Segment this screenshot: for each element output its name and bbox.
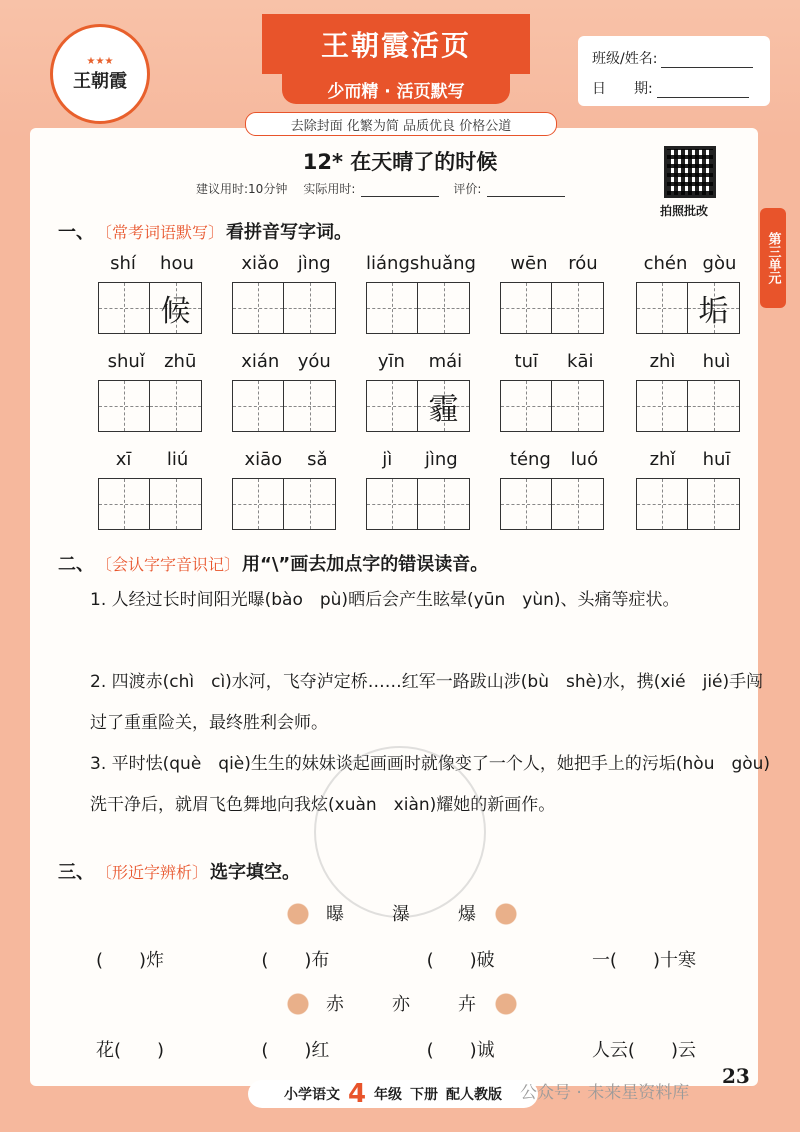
pinyin-syllable: huī: [702, 448, 731, 470]
writing-box[interactable]: [366, 380, 418, 432]
option-char: 曝: [326, 904, 344, 925]
question-2-2: 2. 四渡赤(chì cì)水河，飞夺泸定桥……红军一路跋山涉(bù shè)水，携(xié jié)手闯过了重重险关，最终胜利会师。: [90, 672, 764, 733]
writing-box[interactable]: [232, 380, 284, 432]
fill-blank[interactable]: ( )红: [261, 1040, 330, 1061]
pinyin-row: [98, 448, 206, 470]
word-cell: [98, 448, 206, 530]
fill-row-2: [96, 1036, 696, 1062]
writing-box[interactable]: [418, 380, 470, 432]
pinyin-syllable: yóu: [297, 350, 331, 372]
pinyin-syllable: shuǐ: [107, 350, 145, 372]
pencil-hand-icon: [280, 986, 310, 1016]
word-cell: [232, 448, 340, 530]
time-info: [196, 180, 565, 197]
pinyin-syllable: jìng: [424, 448, 458, 470]
writing-box[interactable]: [232, 478, 284, 530]
pinyin-row: [98, 350, 206, 372]
writing-box[interactable]: [366, 282, 418, 334]
writing-box[interactable]: [552, 282, 604, 334]
pinyin-syllable: sǎ: [307, 448, 328, 470]
pinyin-syllable: zhì: [649, 350, 676, 372]
slogan: 去除封面 化繁为简 品质优良 价格公道: [245, 112, 557, 136]
writing-box[interactable]: [418, 478, 470, 530]
footer-grade: 年级: [374, 1087, 403, 1103]
pinyin-syllable: jì: [382, 448, 393, 470]
hand-icon: [488, 986, 518, 1016]
actual-time-label: 实际用时:: [303, 182, 356, 196]
pinyin-syllable: róu: [568, 252, 598, 274]
option-char: 卉: [458, 994, 476, 1015]
fill-blank[interactable]: 人云( )云: [591, 1040, 696, 1061]
char-options-2: [326, 990, 476, 1016]
unit-tab: 第三单元: [760, 208, 786, 308]
writing-box[interactable]: [418, 282, 470, 334]
pinyin-syllable: xiǎo: [241, 252, 280, 274]
writing-box[interactable]: [500, 380, 552, 432]
fill-blank[interactable]: ( )破: [426, 950, 495, 971]
word-cell: [366, 350, 474, 432]
writing-box[interactable]: [232, 282, 284, 334]
word-cell: [366, 448, 474, 530]
fill-blank[interactable]: ( )诚: [426, 1040, 495, 1061]
writing-box[interactable]: [98, 380, 150, 432]
writing-box[interactable]: [688, 282, 740, 334]
fill-blank[interactable]: 花( ): [96, 1040, 165, 1061]
section3-tag: 〔形近字辨析〕: [96, 862, 209, 882]
box-char: 霾: [428, 392, 459, 427]
logo-text: 王朝霞: [73, 70, 127, 92]
writing-box[interactable]: [636, 478, 688, 530]
section3-heading: [58, 858, 300, 884]
writing-box[interactable]: [150, 380, 202, 432]
pinyin-row: [366, 448, 474, 470]
writing-box[interactable]: [552, 380, 604, 432]
pinyin-syllable: luó: [570, 448, 599, 470]
writing-box[interactable]: [98, 478, 150, 530]
pinyin-syllable: liú: [166, 448, 189, 470]
section1-instruction: 看拼音写字词。: [226, 222, 353, 243]
pinyin-row: [500, 448, 608, 470]
section2-num: 二、: [58, 554, 94, 575]
question-2-3: 3. 平时怯(què qiè)生生的妹妹谈起画画时就像变了一个人，她把手上的污垢(hòu gòu)洗干净后，就眉飞色舞地向我炫(xuàn xiàn)耀她的新画作。: [90, 754, 771, 815]
watermark-stamp: [314, 746, 486, 918]
box-char: 垢: [698, 294, 729, 329]
evaluation-label: 评价:: [453, 182, 482, 196]
pinyin-syllable: yīn: [377, 350, 405, 372]
pinyin-syllable: chén: [643, 252, 688, 274]
section1-tag: 〔常考词语默写〕: [96, 222, 225, 242]
pinyin-row: [366, 350, 474, 372]
option-char: 瀑: [392, 904, 410, 925]
qr-code-icon[interactable]: [664, 146, 716, 198]
fill-blank[interactable]: ( )布: [261, 950, 330, 971]
footer-subject: 小学语文: [283, 1087, 340, 1103]
pinyin-row: [500, 350, 608, 372]
writing-box[interactable]: [284, 478, 336, 530]
pinyin-row: [636, 448, 744, 470]
footer-bar: [248, 1080, 538, 1108]
page-number: 23: [722, 1064, 750, 1088]
writing-box[interactable]: [284, 380, 336, 432]
section1-heading: [58, 218, 352, 244]
footer-edition: 配人教版: [446, 1087, 503, 1103]
option-char: 亦: [392, 994, 410, 1015]
writing-box[interactable]: [366, 478, 418, 530]
fill-blank[interactable]: 一( )十寒: [591, 950, 696, 971]
writing-box[interactable]: [688, 380, 740, 432]
option-char: 爆: [458, 904, 476, 925]
pinyin-syllable: kāi: [567, 350, 594, 372]
pinyin-row: [232, 448, 340, 470]
pencil-hand-icon: [280, 896, 310, 926]
fill-blank[interactable]: ( )炸: [96, 950, 165, 971]
writing-box[interactable]: [552, 478, 604, 530]
footer-grade-num: 4: [347, 1079, 367, 1109]
word-cell: [232, 350, 340, 432]
pinyin-row: [232, 350, 340, 372]
pinyin-syllable: shuǎng: [409, 252, 476, 274]
writing-box[interactable]: [284, 282, 336, 334]
pinyin-syllable: xián: [241, 350, 280, 372]
writing-box[interactable]: [500, 478, 552, 530]
section2-heading: [58, 550, 488, 576]
pinyin-syllable: tuī: [514, 350, 538, 372]
pinyin-syllable: gòu: [702, 252, 737, 274]
suggest-time: 建议用时:10分钟: [196, 182, 288, 196]
word-cell: [636, 252, 744, 334]
pinyin-syllable: xiāo: [244, 448, 283, 470]
section2-instruction: 用“\”画去加点字的错误读音。: [242, 554, 489, 575]
word-cell: [232, 252, 340, 334]
actual-time-field[interactable]: [361, 184, 439, 197]
word-cell: [98, 252, 206, 334]
pinyin-syllable: zhǐ: [649, 448, 676, 470]
evaluation-field[interactable]: [487, 184, 565, 197]
word-cell: [500, 252, 608, 334]
hand-icon: [488, 896, 518, 926]
watermark-text: 公众号 · 未来星资料库: [520, 1083, 690, 1103]
lesson-title: 12* 在天晴了的时候: [302, 150, 498, 174]
pinyin-row: [366, 252, 474, 274]
writing-box[interactable]: [688, 478, 740, 530]
option-char: 赤: [326, 994, 344, 1015]
fill-row-1: [96, 946, 696, 972]
box-char: 候: [160, 294, 191, 329]
pinyin-row: [500, 252, 608, 274]
pinyin-row: [636, 252, 744, 274]
pinyin-syllable: xī: [115, 448, 132, 470]
word-cell: [366, 252, 474, 334]
word-cell: [636, 448, 744, 530]
star-icons: ★★★: [86, 55, 114, 67]
pinyin-row: [232, 252, 340, 274]
pinyin-syllable: zhū: [164, 350, 197, 372]
writing-box[interactable]: [98, 282, 150, 334]
pinyin-syllable: hou: [160, 252, 194, 274]
section3-instruction: 选字填空。: [210, 862, 301, 883]
pinyin-syllable: wēn: [510, 252, 548, 274]
writing-box[interactable]: [636, 380, 688, 432]
class-name-field[interactable]: [661, 53, 753, 68]
pinyin-syllable: mái: [428, 350, 463, 372]
brand-logo: [50, 24, 150, 124]
char-options-1: [326, 900, 476, 926]
section1-num: 一、: [58, 222, 94, 243]
writing-box[interactable]: [150, 282, 202, 334]
class-name-label: 班级/姓名:: [592, 51, 658, 67]
word-cell: [98, 350, 206, 432]
pinyin-syllable: huì: [702, 350, 731, 372]
student-info-box: [578, 36, 770, 106]
brand-subtitle: 少而精 · 活页默写: [282, 74, 510, 104]
pinyin-syllable: liáng: [366, 252, 410, 274]
question-2-1: 1. 人经过长时间阳光曝(bào pù)晒后会产生眩晕(yūn yùn)、头痛等症状。: [90, 590, 680, 610]
writing-box[interactable]: [500, 282, 552, 334]
pinyin-syllable: shí: [110, 252, 136, 274]
writing-box[interactable]: [636, 282, 688, 334]
pinyin-syllable: jìng: [297, 252, 331, 274]
pinyin-row: [636, 350, 744, 372]
date-field[interactable]: [657, 83, 749, 98]
writing-box[interactable]: [150, 478, 202, 530]
pinyin-syllable: téng: [509, 448, 551, 470]
word-cell: [500, 448, 608, 530]
date-label: 日 期:: [592, 81, 653, 97]
word-cell: [636, 350, 744, 432]
word-cell: [500, 350, 608, 432]
brand-title: 王朝霞活页: [262, 14, 530, 74]
section2-tag: 〔会认字字音识记〕: [96, 554, 241, 574]
footer-term: 下册: [410, 1087, 439, 1103]
qr-label: 拍照批改: [660, 204, 709, 218]
section3-num: 三、: [58, 862, 94, 883]
pinyin-row: [98, 252, 206, 274]
